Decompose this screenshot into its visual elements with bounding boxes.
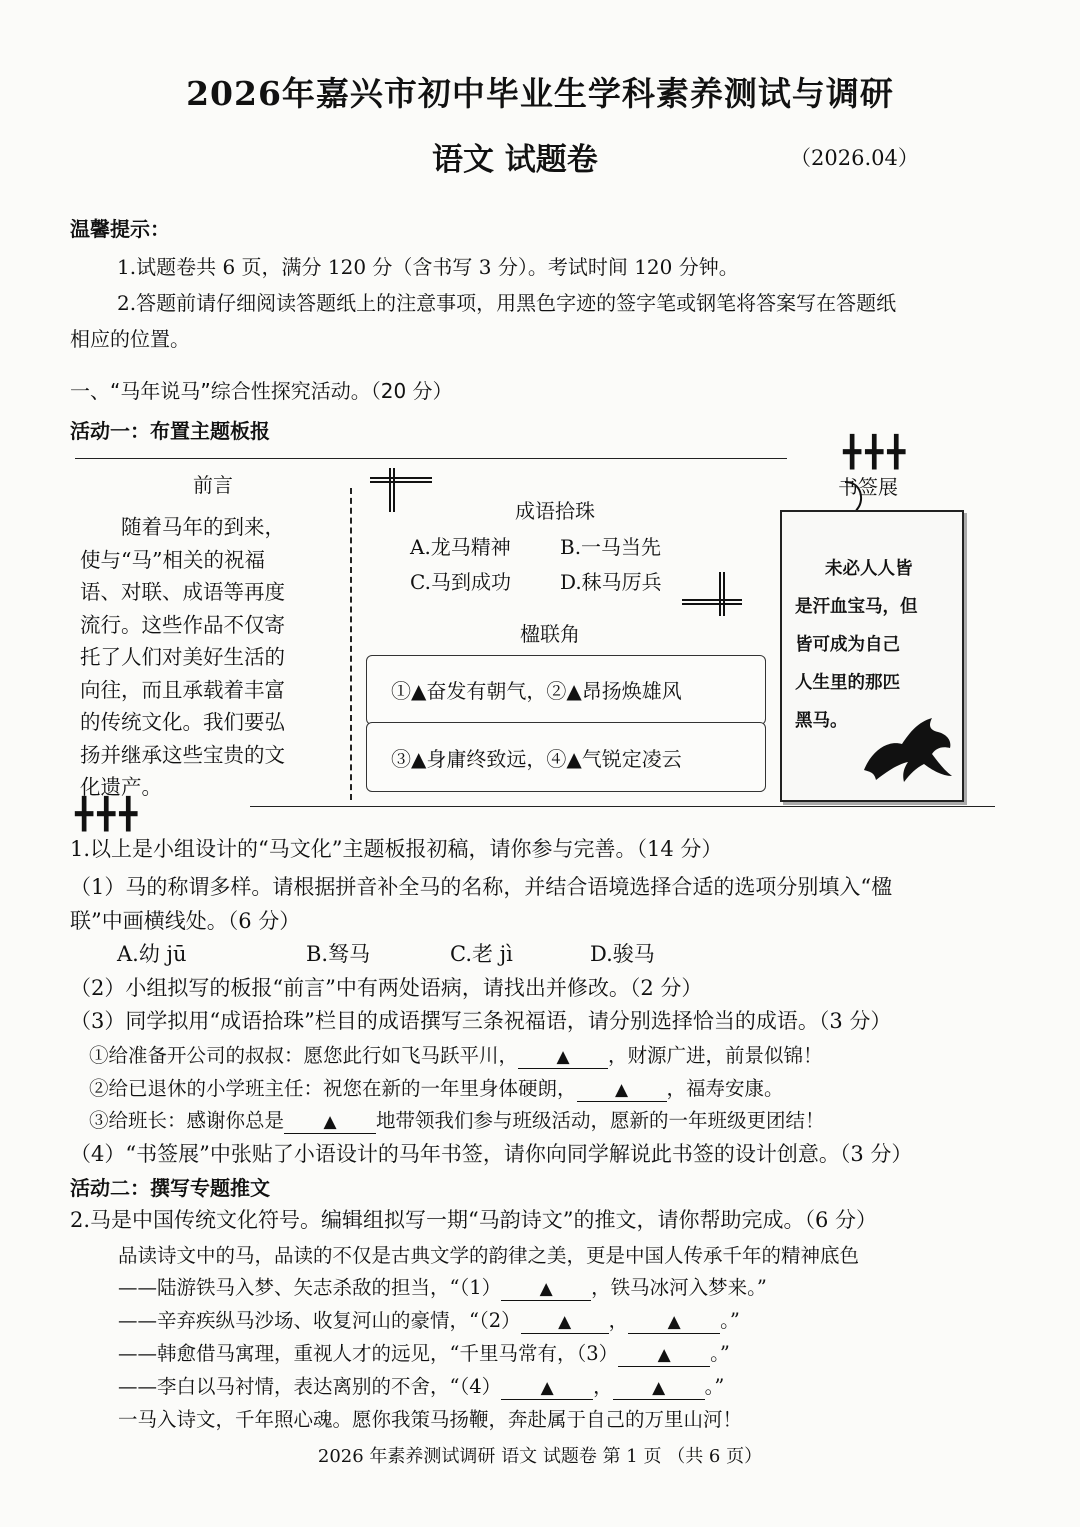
foreword-line: 流行。这些作品不仅寄 xyxy=(80,612,285,637)
board-divider xyxy=(350,488,352,800)
corner-bracket-icon xyxy=(368,466,434,514)
idiom-section-title: 成语拾珠 xyxy=(515,499,595,523)
answer-blank[interactable]: ▲ xyxy=(628,1310,720,1334)
foreword-line: 使与“马”相关的祝福 xyxy=(80,547,265,572)
cross-decoration-icon: ╋╋╋ xyxy=(75,797,142,832)
paper-subtitle: 语文 试题卷 xyxy=(432,142,598,178)
q2-stem: 2.马是中国传统文化符号。编辑组拟写一期“马韵诗文”的推文，请你帮助完成。（6 分） xyxy=(70,1208,878,1232)
foreword-line: 向往，而且承载着丰富 xyxy=(80,677,285,702)
foreword-text xyxy=(80,511,332,804)
answer-blank[interactable]: ▲ xyxy=(618,1343,710,1367)
idiom-option-d: D.秣马厉兵 xyxy=(560,570,662,594)
answer-blank[interactable]: ▲ xyxy=(501,1277,591,1301)
bookmark-line: 黑马。 xyxy=(795,711,848,731)
galloping-horse-icon xyxy=(858,710,956,790)
board-bottom-rule xyxy=(250,806,995,807)
poem-line-4: ——李白以马衬情，表达离别的不舍，“（4） ▲ ， ▲ 。” xyxy=(118,1375,725,1398)
q1-option-b: B.驽马 xyxy=(306,942,371,966)
foreword-line: 化遗产。 xyxy=(80,775,162,799)
idiom-option-b: B.一马当先 xyxy=(560,535,662,559)
notice-item-2-line-1: 2.答题前请仔细阅读答题纸上的注意事项，用黑色字迹的签字笔或钢笔将答案写在答题纸 xyxy=(117,291,897,315)
idiom-option-a: A.龙马精神 xyxy=(410,535,511,559)
q1-sub4: （4）“书签展”中张贴了小语设计的马年书签，请你向同学解说此书签的设计创意。（3 分） xyxy=(70,1142,913,1166)
page-title: 2026年嘉兴市初中毕业生学科素养测试与调研 xyxy=(186,74,894,113)
q1-sub2: （2）小组拟写的板报“前言”中有两处语病，请找出并修改。（2 分） xyxy=(70,976,703,1000)
q1-option-a: A.幼 jū xyxy=(117,942,187,966)
blessing-line-2: ②给已退休的小学班主任：祝您在新的一年里身体硬朗， ▲ ，福寿安康。 xyxy=(89,1077,784,1100)
q1-sub1-line-1: （1）马的称谓多样。请根据拼音补全马的名称，并结合语境选择合适的选项分别填入“楹 xyxy=(70,875,893,899)
activity-2-heading: 活动二：撰写专题推文 xyxy=(70,1176,270,1200)
bookmark-section-title: 书签展 xyxy=(838,475,898,499)
answer-blank[interactable]: ▲ xyxy=(518,1045,608,1069)
q1-stem: 1.以上是小组设计的“马文化”主题板报初稿，请你参与完善。（14 分） xyxy=(70,837,723,861)
q2-intro: 品读诗文中的马，品读的不仅是古典文学的韵律之美，更是中国人传承千年的精神底色 xyxy=(118,1244,860,1267)
foreword-line: 语、对联、成语等再度 xyxy=(80,580,285,604)
couplet-line-2: ③▲身庸终致远，④▲气锐定凌云 xyxy=(391,747,682,771)
foreword-line: 托了人们对美好生活的 xyxy=(80,645,285,669)
bookmark-line: 皆可成为自己 xyxy=(795,635,900,655)
bookmark-line: 人生里的那匹 xyxy=(795,673,900,693)
foreword-title: 前言 xyxy=(193,473,233,497)
answer-blank[interactable]: ▲ xyxy=(284,1110,376,1134)
notice-item-2-line-2: 相应的位置。 xyxy=(70,327,190,351)
cross-decoration-icon: ╋╋╋ xyxy=(843,435,910,470)
bookmark-line: 是汗血宝马，但 xyxy=(795,597,918,617)
q2-closing: 一马入诗文，千年照心魂。愿你我策马扬鞭，奔赴属于自己的万里山河！ xyxy=(118,1408,743,1431)
blessing-line-3: ③给班长：感谢你总是 ▲ 地带领我们参与班级活动，愿新的一年班级更团结！ xyxy=(89,1109,825,1132)
poem-line-3: ——韩愈借马寓理，重视人才的远见，“千里马常有，（3） ▲ 。” xyxy=(118,1342,730,1365)
blessing-line-1: ①给准备开公司的叔叔：愿您此行如飞马跃平川， ▲ ，财源广进，前景似锦！ xyxy=(89,1044,823,1067)
q1-option-c: C.老 jì xyxy=(450,942,513,966)
couplet-line-1: ①▲奋发有朝气，②▲昂扬焕雄风 xyxy=(391,679,682,703)
bookmark-line: 未必人人皆 xyxy=(825,559,913,579)
couplet-section-title: 楹联角 xyxy=(520,622,580,646)
q1-option-d: D.骏马 xyxy=(590,942,655,966)
board-top-rule xyxy=(75,458,787,459)
answer-blank[interactable]: ▲ xyxy=(613,1376,705,1400)
answer-blank[interactable]: ▲ xyxy=(521,1310,609,1334)
notice-item-1: 1.试题卷共 6 页，满分 120 分（含书写 3 分）。考试时间 120 分钟。 xyxy=(117,255,739,279)
q1-sub3: （3）同学拟用“成语拾珠”栏目的成语撰写三条祝福语，请分别选择恰当的成语。（3 分） xyxy=(70,1009,892,1033)
activity-1-heading: 活动一：布置主题板报 xyxy=(70,419,270,443)
poem-line-2: ——辛弃疾纵马沙场、收复河山的豪情，“（2） ▲ ， ▲ 。” xyxy=(118,1309,740,1332)
poem-line-1: ——陆游铁马入梦、矢志杀敌的担当，“（1） ▲ ，铁马冰河入梦来。” xyxy=(118,1276,767,1299)
foreword-line: 扬并继承这些宝贵的文 xyxy=(80,742,285,767)
notice-heading: 温馨提示： xyxy=(70,217,170,241)
idiom-option-c: C.马到成功 xyxy=(410,570,511,594)
answer-blank[interactable]: ▲ xyxy=(577,1078,667,1102)
q1-sub1-line-2: 联”中画横线处。（6 分） xyxy=(70,909,301,933)
section-heading: 一、“马年说马”综合性探究活动。（20 分） xyxy=(70,379,453,403)
corner-bracket-icon xyxy=(680,570,744,618)
foreword-line: 的传统文化。我们要弘 xyxy=(80,710,285,734)
page-footer: 2026 年素养测试调研 语文 试题卷 第 1 页 （共 6 页） xyxy=(317,1446,763,1467)
answer-blank[interactable]: ▲ xyxy=(501,1376,593,1400)
exam-date: （2026.04） xyxy=(790,146,919,170)
foreword-line: 随着马年的到来， xyxy=(121,515,285,539)
